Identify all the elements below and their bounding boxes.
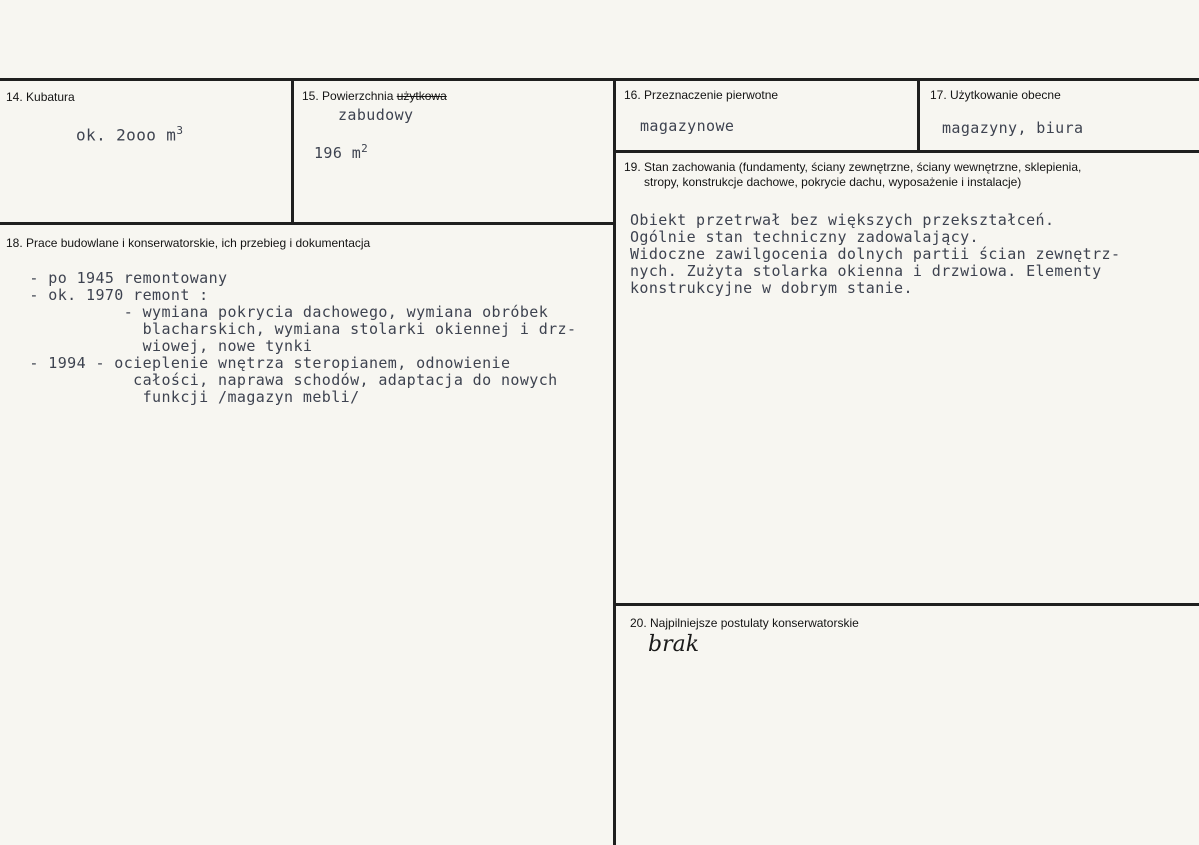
field-18-label: 18. Prace budowlane i konserwatorskie, ich przebieg i dokumentacja — [6, 236, 371, 250]
field-19-line: konstrukcyjne w dobrym stanie. — [630, 279, 913, 297]
field-20-label: 20. Najpilniejsze postulaty konserwatorskie — [630, 616, 859, 630]
field-19-text — [630, 212, 1120, 297]
field-18-line: wiowej, nowe tynki — [20, 337, 313, 355]
field-15-struck-word: użytkowa — [396, 89, 447, 103]
field-16-label: 16. Przeznaczenie pierwotne — [624, 88, 779, 102]
field-19-line: nych. Zużyta stolarka okienna i drzwiowa. Elementy — [630, 262, 1102, 280]
field-16-value: magazynowe — [640, 117, 735, 135]
field-14-value: ok. 2ooo $m^3$ — [76, 124, 184, 145]
field-18-line: funkcji /magazyn mebli/ — [20, 388, 360, 406]
field-19-line: Widoczne zawilgocenia dolnych partii ścian zewnętrz- — [630, 245, 1121, 263]
top-rule — [0, 78, 1199, 81]
field-19-label-line1: 19. Stan zachowania (fundamenty, ściany zewnętrzne, ściany wewnętrzne, sklepienia, — [624, 160, 1082, 174]
field-18-text — [20, 270, 576, 406]
rule-above-18 — [0, 222, 616, 225]
rule-above-20 — [614, 603, 1199, 606]
rule-below-16-17 — [614, 150, 1199, 153]
field-18-line: - 1994 - ocieplenie wnętrza steropianem, odnowienie — [20, 354, 511, 372]
field-19-label-line2: stropy, konstrukcje dachowe, pokrycie dachu, wyposażenie i instalacje) — [644, 175, 1022, 189]
field-15-label: 15. Powierzchnia użytkowa — [302, 89, 447, 103]
field-18-line: blacharskich, wymiana stolarki okiennej i drz- — [20, 320, 577, 338]
field-18-line: - wymiana pokrycia dachowego, wymiana obróbek — [20, 303, 549, 321]
divider-main — [613, 78, 616, 845]
field-17-label: 17. Użytkowanie obecne — [930, 88, 1061, 102]
field-18-line: całości, naprawa schodów, adaptacja do nowych — [20, 371, 558, 389]
field-20-handwritten-value: brak — [648, 632, 700, 657]
field-19-line: Obiekt przetrwał bez większych przekształceń. — [630, 211, 1055, 229]
divider-14-15 — [291, 78, 294, 224]
field-17-value: magazyny, biura — [942, 119, 1084, 137]
field-15-value-line1: zabudowy — [338, 106, 414, 124]
divider-16-17 — [917, 78, 920, 152]
field-18-line: - po 1945 remontowany — [20, 269, 228, 287]
field-19-line: Ogólnie stan techniczny zadowalający. — [630, 228, 979, 246]
field-15-value-line2: 196 $m^2$ — [314, 142, 369, 162]
field-18-line: - ok. 1970 remont : — [20, 286, 209, 304]
field-14-label: 14. Kubatura — [6, 90, 75, 104]
